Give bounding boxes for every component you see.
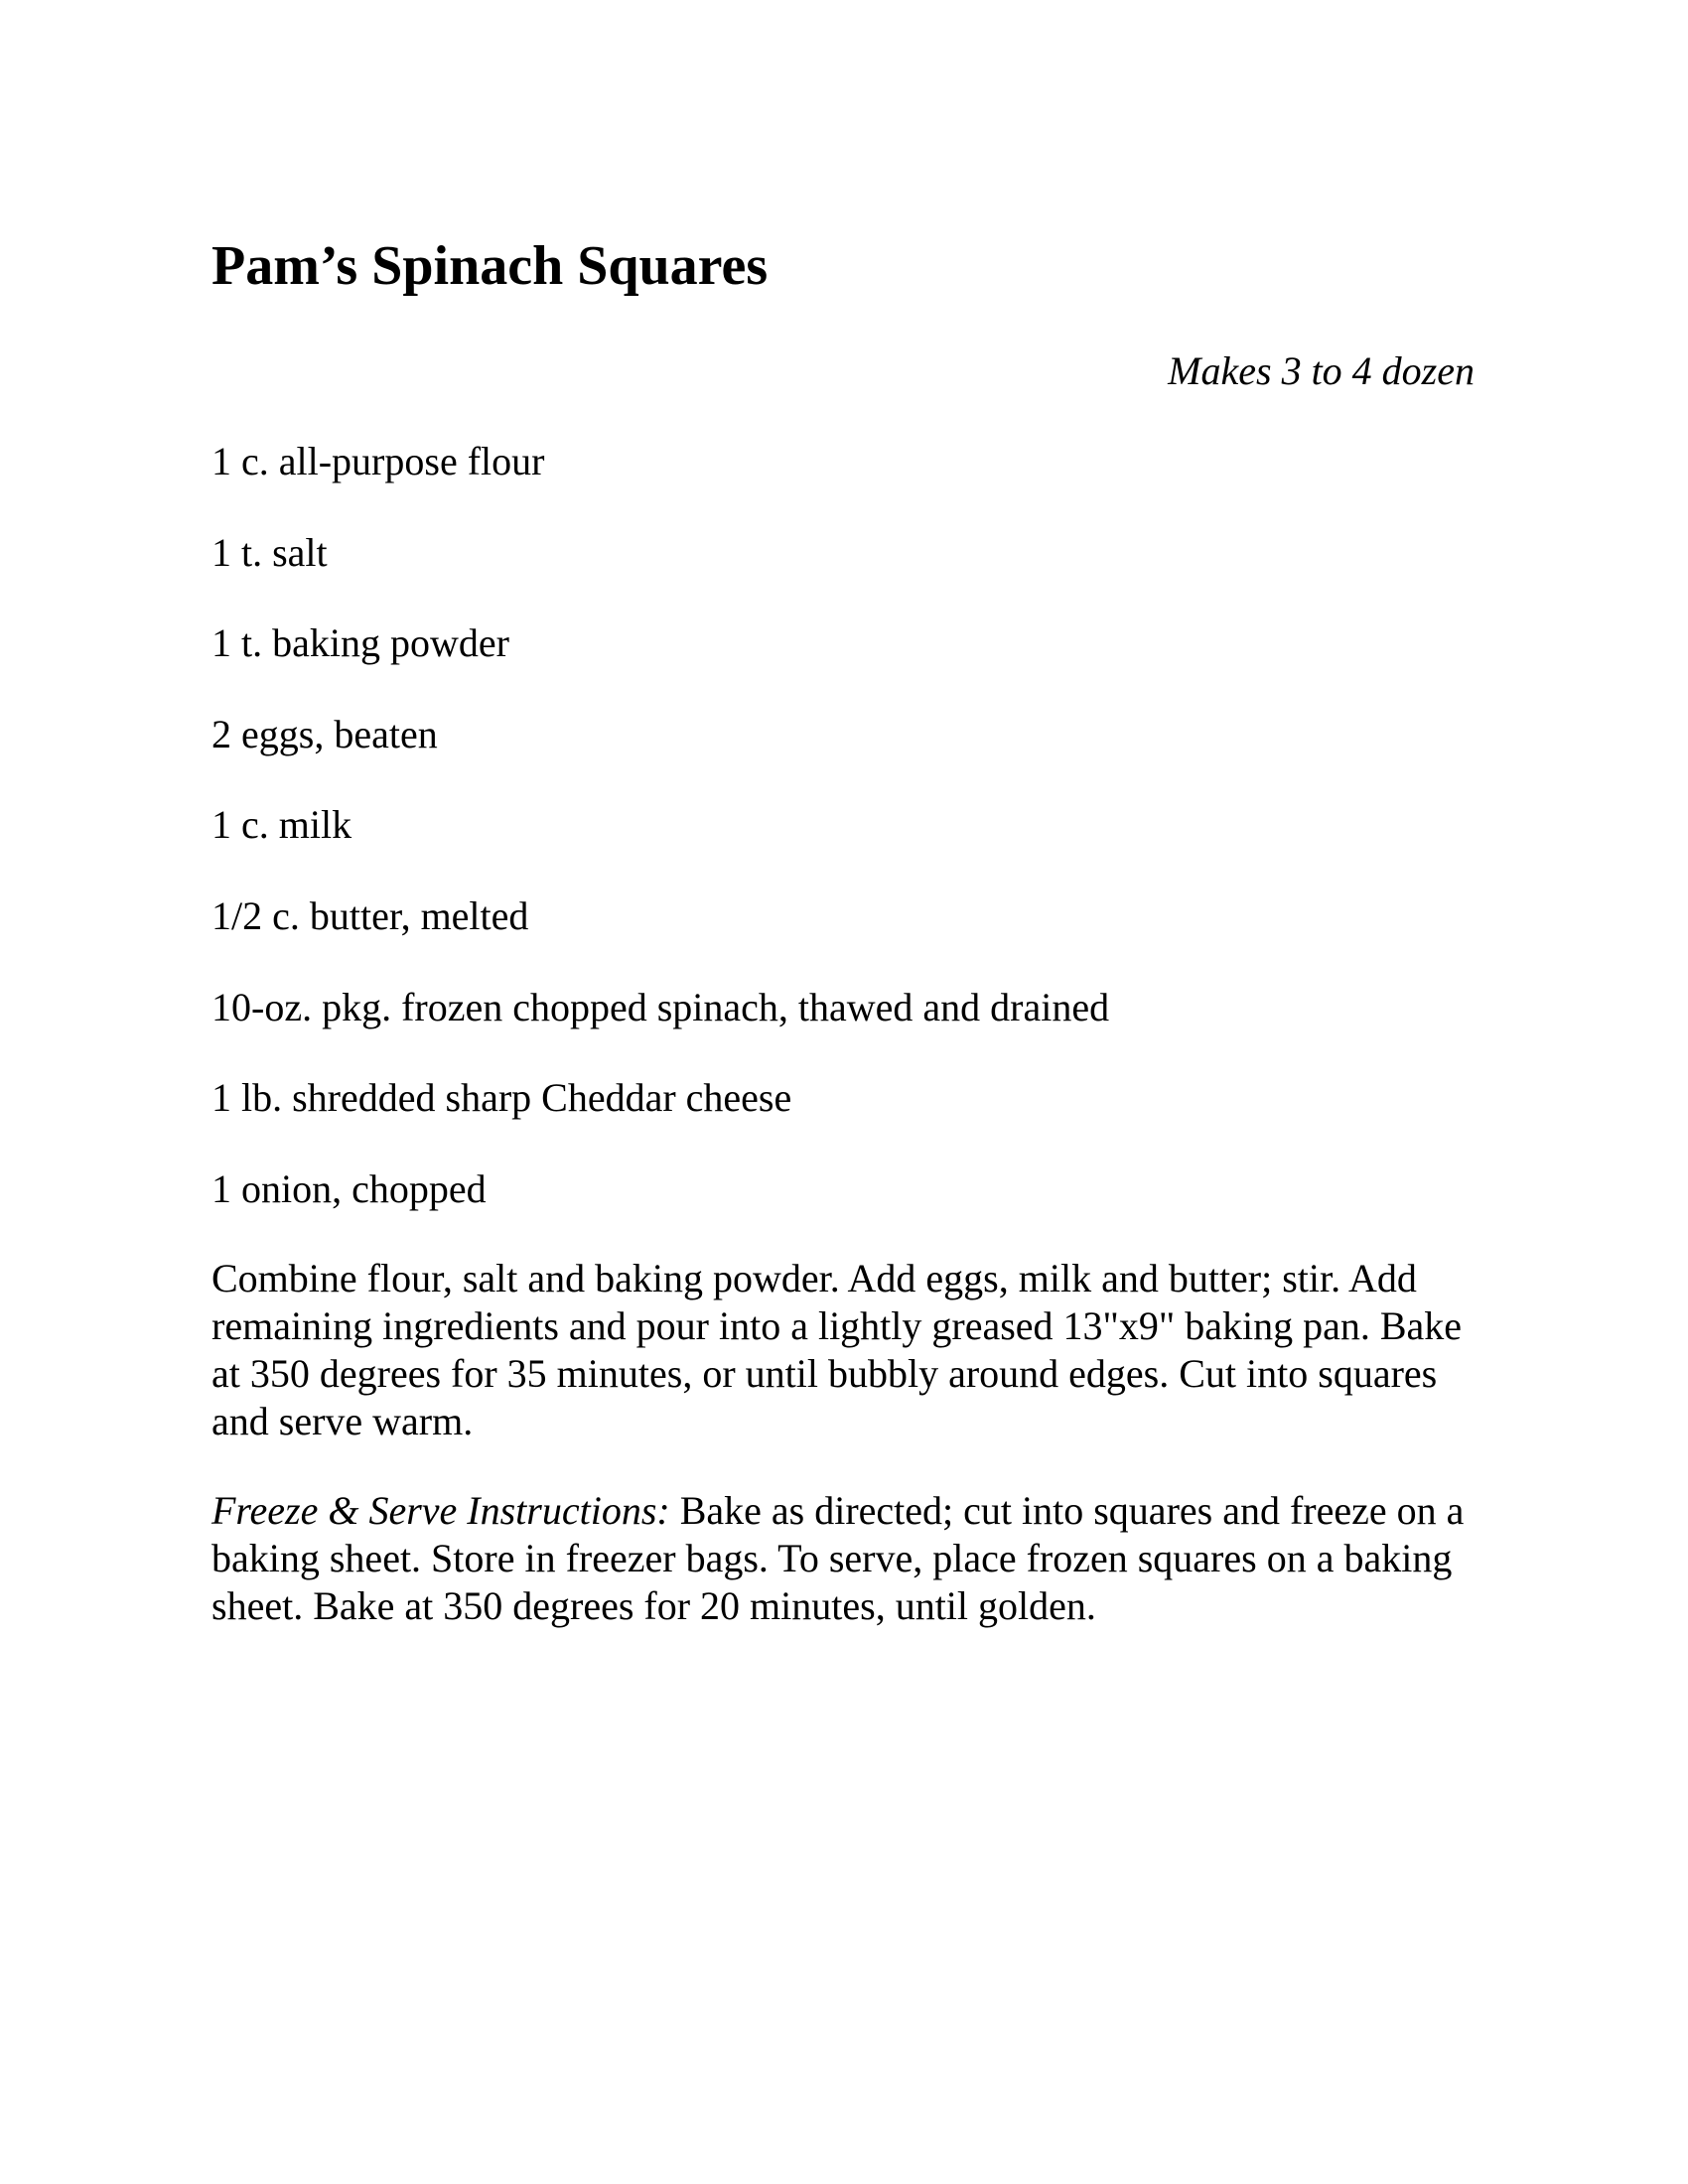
ingredient-item: 1 lb. shredded sharp Cheddar cheese [211, 1075, 792, 1121]
ingredient-item: 1 onion, chopped [211, 1165, 487, 1211]
ingredient-item: 2 eggs, beaten [211, 711, 438, 756]
ingredient-item: 1 c. milk [211, 802, 352, 848]
ingredient-item: 1/2 c. butter, melted [211, 892, 529, 938]
freeze-instructions-label: Freeze & Serve Instructions: [211, 1488, 670, 1533]
ingredient-item: 10-oz. pkg. frozen chopped spinach, thawed and drained [211, 984, 1110, 1029]
ingredient-item: 1 c. all-purpose flour [211, 439, 545, 483]
freeze-instructions-paragraph [211, 1487, 1492, 1630]
ingredient-item: 1 t. baking powder [211, 620, 509, 666]
directions-paragraph: Combine flour, salt and baking powder. Add eggs, milk and butter; stir. Add remaining ingredients and pour into a lightly greased 13"x9" baking pan. Bake at 350 degrees for 35 minutes, or until bubbly around edges. Cut into squares and serve warm. [211, 1256, 1463, 1443]
recipe-title: Pam’s Spinach Squares [211, 235, 769, 297]
freeze-instructions-text: Bake as directed; cut into squares and freeze on a baking sheet. Store in freezer bags. To serve, place frozen squares on a baking sheet. Bake at 350 degrees for 20 minutes, until golden. [211, 1488, 1465, 1628]
ingredient-item: 1 t. salt [211, 529, 328, 575]
ingredient-list [211, 438, 1109, 1256]
recipe-yield: Makes 3 to 4 dozen [1168, 348, 1475, 393]
